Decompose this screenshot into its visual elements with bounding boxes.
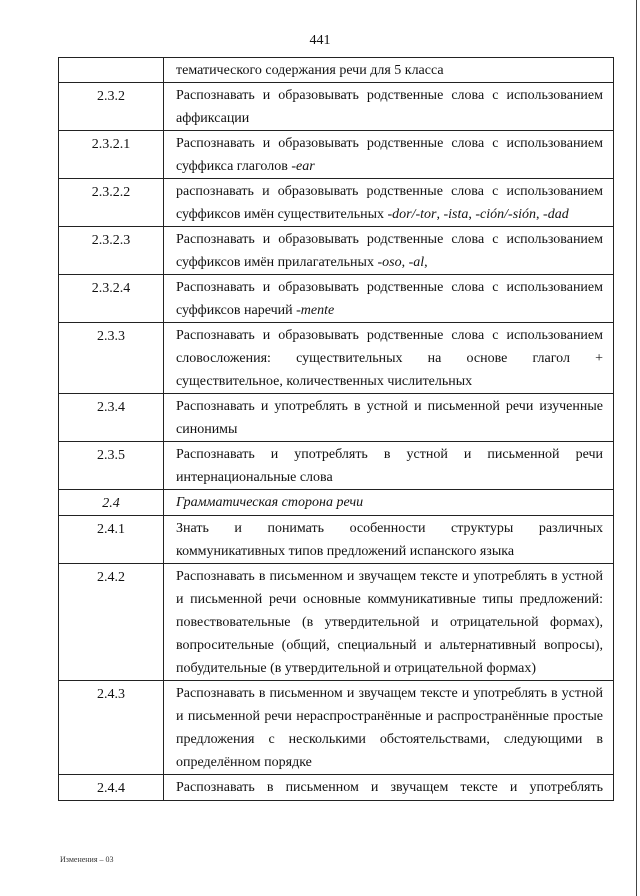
row-content: Распознавать и образовывать родственные слова с использованием словосложения: существительных на основе глагол + существительное, количественных числительных [164, 323, 614, 394]
suffix-term: -ear [291, 159, 315, 174]
row-code: 2.3.2.4 [59, 275, 164, 323]
row-code: 2.3.2.2 [59, 179, 164, 227]
page-number: 441 [309, 33, 331, 48]
table-row [59, 516, 614, 564]
table-row [59, 227, 614, 275]
table-row [59, 58, 614, 83]
table-row [59, 681, 614, 775]
row-content: Распознавать и образовывать родственные слова с использованием суффиксов имён прилагательных -oso, -al, [164, 227, 614, 275]
table-row [59, 275, 614, 323]
revision-footer: Изменения – 03 [60, 855, 114, 864]
row-content: Распознавать и образовывать родственные слова с использованием суффиксов наречий -mente [164, 275, 614, 323]
row-code: 2.3.5 [59, 442, 164, 490]
row-code: 2.3.4 [59, 394, 164, 442]
table-row [59, 775, 614, 801]
row-code: 2.4.3 [59, 681, 164, 775]
row-content: распознавать и образовывать родственные слова с использованием суффиксов имён существительных -dor/-tor, -ista, -ción/-sión, -dad [164, 179, 614, 227]
table-row [59, 323, 614, 394]
row-content: тематического содержания речи для 5 класса [164, 58, 614, 83]
suffix-term: -ista [443, 207, 469, 222]
row-code: 2.3.2.3 [59, 227, 164, 275]
table-row [59, 394, 614, 442]
row-code [59, 58, 164, 83]
table-row [59, 564, 614, 681]
suffix-term: -dor/-tor [387, 207, 437, 222]
section-title: Грамматическая сторона речи [164, 490, 614, 516]
row-content: Распознавать в письменном и звучащем тексте и употреблять в устной и письменной речи основные коммуникативные типы предложений: повествовательные (в утвердительной и отрицательной формах), вопросительные (общий, специальный и альтернативный вопросы), побудительные (в утвердительной и отрицательной формах) [164, 564, 614, 681]
row-code: 2.4.2 [59, 564, 164, 681]
row-code: 2.4.4 [59, 775, 164, 801]
suffix-term: -al [408, 255, 425, 270]
row-content: Распознавать и образовывать родственные слова с использованием суффикса глаголов -ear [164, 131, 614, 179]
section-code: 2.4 [59, 490, 164, 516]
suffix-term: -dad [543, 207, 569, 222]
table-row [59, 131, 614, 179]
table-row [59, 442, 614, 490]
section-heading-row [59, 490, 614, 516]
table-row [59, 179, 614, 227]
suffix-term: -oso [377, 255, 402, 270]
table-row [59, 83, 614, 131]
row-content: Распознавать и употреблять в устной и письменной речи интернациональные слова [164, 442, 614, 490]
row-code: 2.3.2 [59, 83, 164, 131]
row-code: 2.4.1 [59, 516, 164, 564]
suffix-term: -mente [296, 303, 335, 318]
row-code: 2.3.2.1 [59, 131, 164, 179]
row-content: Распознавать в письменном и звучащем тексте и употреблять [164, 775, 614, 801]
page-edge-line [636, 0, 637, 896]
row-content: Распознавать и образовывать родственные слова с использованием аффиксации [164, 83, 614, 131]
row-content: Распознавать в письменном и звучащем тексте и употреблять в устной и письменной речи нераспространённые и распространённые простые предложения с несколькими обстоятельствами, следующими в определённом порядке [164, 681, 614, 775]
suffix-term: -ción/-sión [475, 207, 537, 222]
row-content: Знать и понимать особенности структуры различных коммуникативных типов предложений испанского языка [164, 516, 614, 564]
row-code: 2.3.3 [59, 323, 164, 394]
row-content: Распознавать и употреблять в устной и письменной речи изученные синонимы [164, 394, 614, 442]
curriculum-table [58, 57, 614, 801]
